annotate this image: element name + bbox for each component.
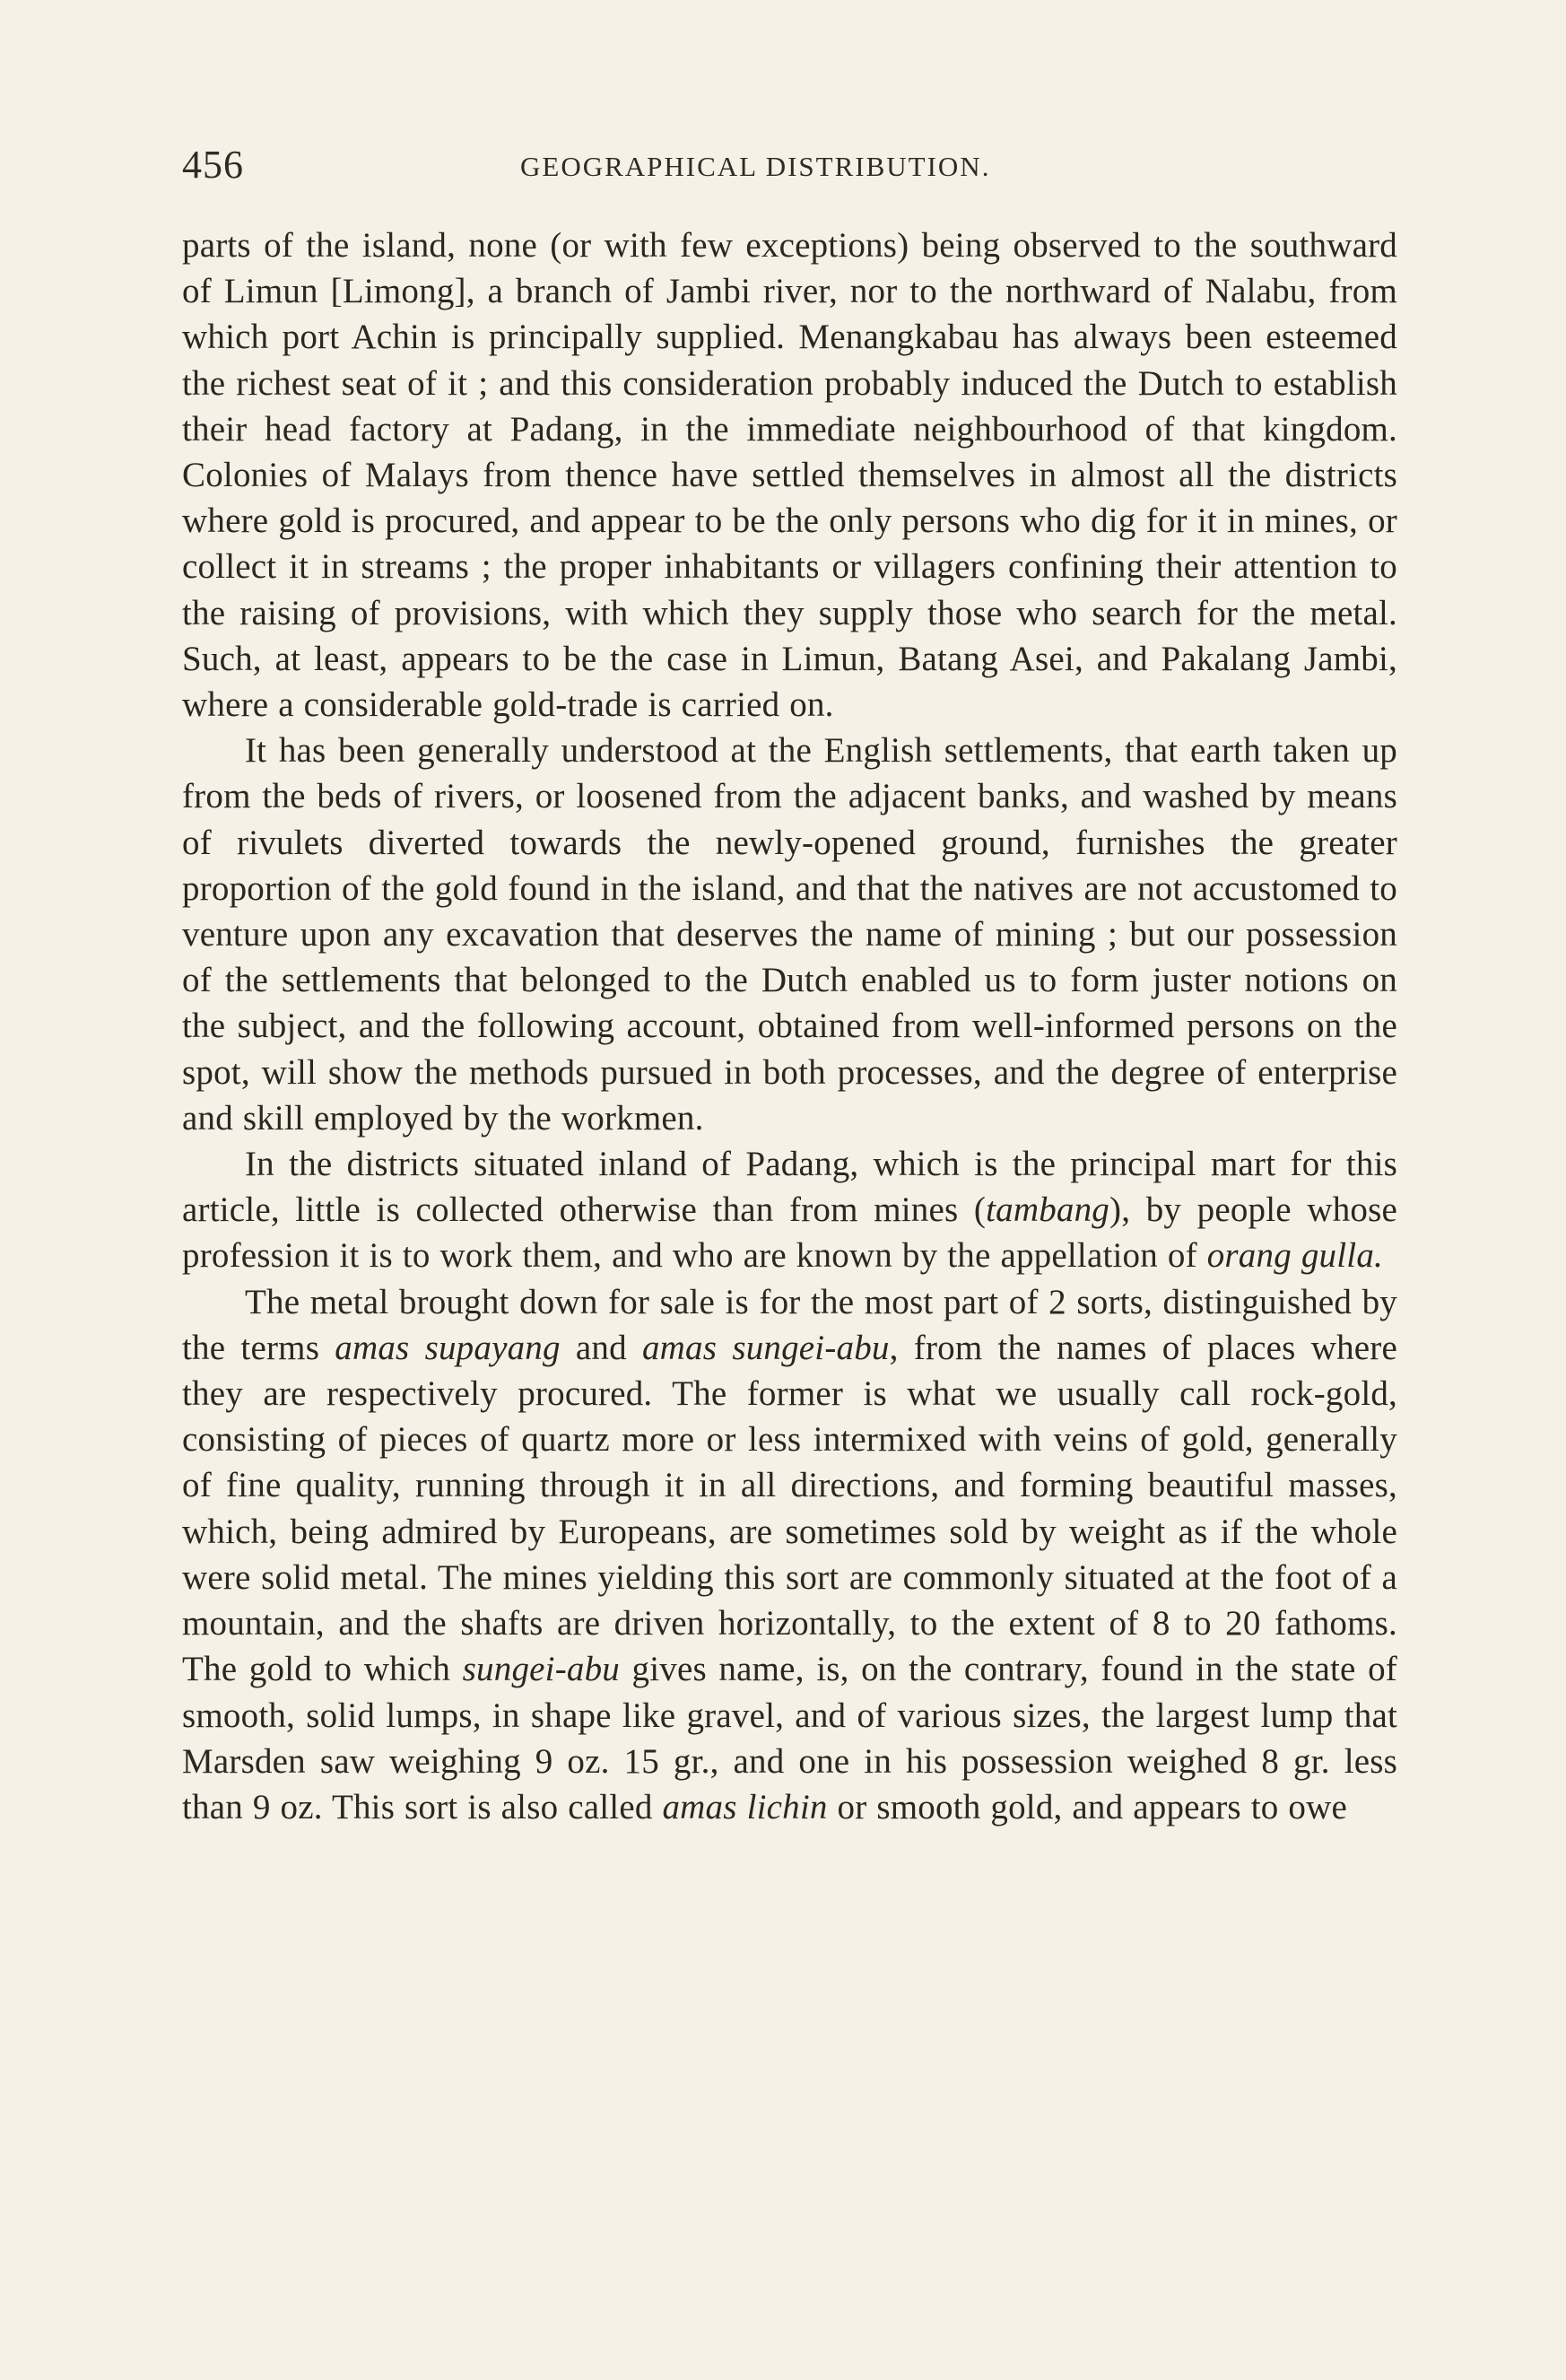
page-header [182, 142, 1397, 196]
paragraph-4-text-c: , from the names of places where they are respectively procured. The former is what we usually call rock-gold, consisting of pieces of quartz more or less intermixed with veins of gold, generally of fine quality, running through it in all directions, and forming beautiful masses, which, being admired by Europeans, are sometimes sold by weight as if the whole were solid metal. The mines yielding this sort are commonly situated at the foot of a mountain, and the shafts are driven horizontally, to the extent of 8 to 20 fathoms. The gold to which [182, 1328, 1397, 1689]
term-tambang: tambang [986, 1190, 1110, 1230]
paragraph-4-text-d: gives name, is, on the contrary, found in the state of smooth, solid lumps, in shape like gravel, and of various sizes, the largest lump that Marsden saw weighing 9 oz. 15 gr., and one in his possession weighed 8 gr. less than 9 oz. This sort is also called [182, 1650, 1397, 1826]
term-amas-supayang: amas supayang [335, 1328, 561, 1367]
term-orang-gulla: orang gulla. [1206, 1236, 1383, 1276]
paragraph-4-text-b: and [560, 1328, 642, 1367]
paragraph-4-text-e: or smooth gold, and appears to owe [827, 1787, 1347, 1826]
term-amas-sungei-abu: amas sungei-abu [641, 1328, 890, 1367]
paragraph-1: parts of the island, none (or with few exceptions) being observed to the southward of Limun [Limong], a branch of Jambi river, nor to the northward of Nalabu, from which port Achin is principally supplied. Menangkabau has always been esteemed the richest seat of it ; and this consideration probably induced the Dutch to establish their head factory at Padang, in the immediate neighbourhood of that kingdom. Colonies of Malays from thence have settled themselves in almost all the districts where gold is procured, and appear to be the only persons who dig for it in mines, or collect it in streams ; the proper inhabitants or villagers confining their attention to the raising of provisions, with which they supply those who search for the metal. Such, at least, appears to be the case in Limun, Batang Asei, and Pakalang Jambi, where a considerable gold-trade is carried on. [182, 226, 1397, 725]
paragraph-2: It has been generally understood at the English settlements, that earth taken up from the beds of rivers, or loosened from the adjacent banks, and washed by means of rivulets diverted towards the newly-opened ground, furnishes the greater proportion of the gold found in the island, and that the natives are not accustomed to venture upon any excavation that deserves the name of mining ; but our possession of the settlements that belonged to the Dutch enabled us to form juster notions on the subject, and the following account, obtained from well-informed persons on the spot, will show the methods pursued in both processes, and the degree of enterprise and skill employed by the workmen. [182, 731, 1397, 1138]
body-text [182, 222, 1397, 1830]
term-amas-lichin: amas lichin [662, 1787, 828, 1826]
paragraph-3-text-b: ), by people whose profession it is to work them, and who are known by the appellation of [182, 1190, 1397, 1276]
paragraph-3 [182, 1141, 1397, 1279]
paragraph-4 [182, 1279, 1397, 1830]
paragraph-4-text-a: The metal brought down for sale is for the most part of 2 sorts, distinguished by the terms [182, 1282, 1397, 1367]
running-title: GEOGRAPHICAL DISTRIBUTION. [520, 151, 991, 182]
paragraph-3-text-a: In the districts situated inland of Padang, which is the principal mart for this article, little is collected otherwise than from mines ( [182, 1145, 1397, 1230]
term-sungei-abu: sungei-abu [462, 1650, 620, 1689]
page-number: 456 [182, 143, 244, 187]
